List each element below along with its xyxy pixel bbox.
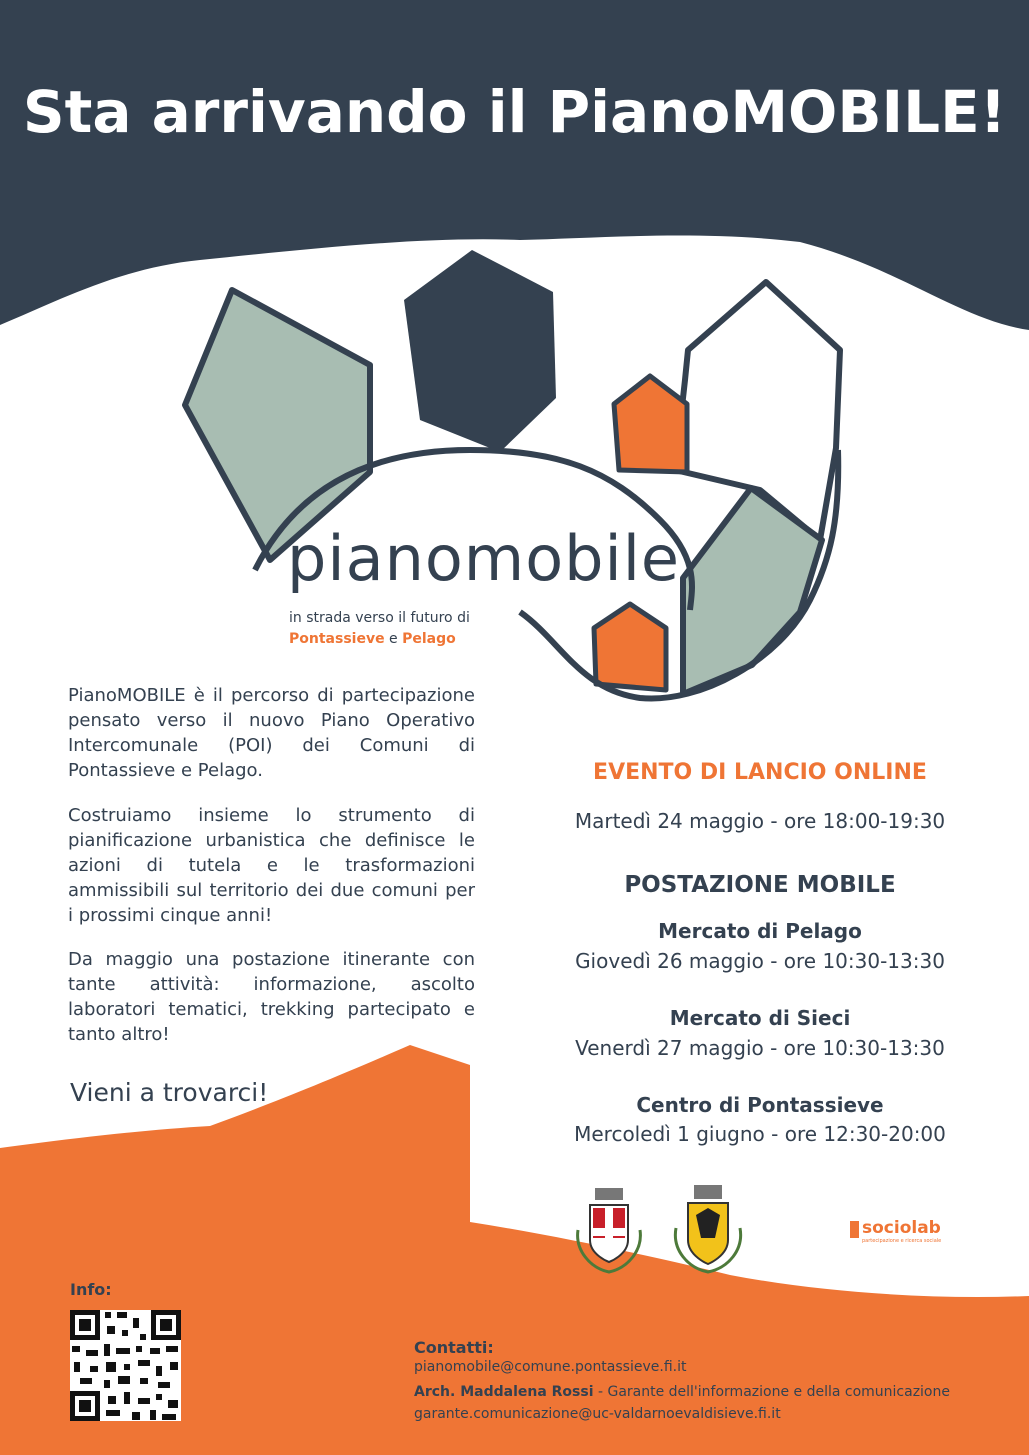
stop-place-pontassieve: Centro di Pontassieve [636,1093,884,1117]
intro-paragraph-1: PianoMOBILE è il percorso di partecipazione pensato verso il nuovo Piano Operativo Intercomunale (POI) dei Comuni di Pontassieve e Pelago. [68,685,475,781]
poster-title: Sta arrivando il PianoMOBILE! [22,78,1007,146]
contact-person-role: - Garante dell'informazione e della comunicazione [593,1384,950,1400]
stop-place-pelago: Mercato di Pelago [658,919,862,943]
tagline-town-pontassieve: Pontassieve [289,631,385,647]
mobile-station-heading: POSTAZIONE MOBILE [624,872,896,898]
contact-person-name: Arch. Maddalena Rossi [414,1384,594,1400]
logo-tagline: in strada verso il futuro di [289,610,470,626]
launch-event-date: Martedì 24 maggio - ore 18:00-19:30 [574,809,946,833]
contact-person-line [414,1384,950,1400]
logo-wordmark: pianomobile [287,522,681,595]
sociolab-subtitle: partecipazione e ricerca sociale [862,1238,942,1244]
stop-date-pontassieve: Mercoledì 1 giugno - ore 12:30-20:00 [574,1122,946,1146]
contact-email-garante[interactable]: garante.comunicazione@uc-valdarnoevaldisieve.fi.it [414,1406,781,1422]
contacts-label: Contatti: [414,1338,494,1357]
call-to-action: Vieni a trovarci! [70,1078,269,1107]
stop-place-sieci: Mercato di Sieci [669,1006,851,1030]
contact-email-pianomobile[interactable]: pianomobile@comune.pontassieve.fi.it [414,1359,687,1375]
sociolab-name: sociolab [862,1218,941,1238]
info-label: Info: [70,1280,112,1299]
intro-paragraph-2: Costruiamo insieme lo strumento di pianificazione urbanistica che definisce le azioni di tutela e le trasformazioni ammissibili sul territorio dei due comuni per i prossimi cinque anni! [68,805,475,926]
tagline-town-pelago: Pelago [402,631,456,647]
stop-date-pelago: Giovedì 26 maggio - ore 10:30-13:30 [575,949,945,973]
intro-paragraph-3: Da maggio una postazione itinerante con tante attività: informazione, ascolto laboratori tematici, trekking partecipato e tanto altro! [68,949,475,1045]
launch-event-heading: EVENTO DI LANCIO ONLINE [593,760,927,785]
stop-date-sieci: Venerdì 27 maggio - ore 10:30-13:30 [575,1036,945,1060]
tagline-conj: e [389,631,398,647]
